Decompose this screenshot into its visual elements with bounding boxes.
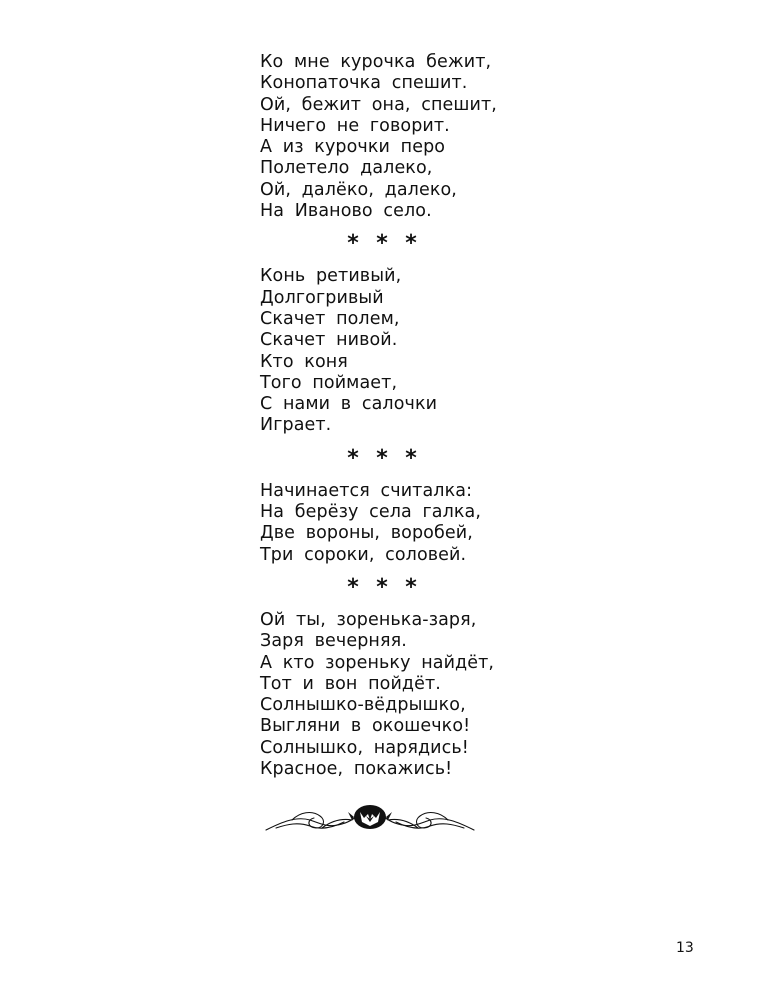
poem-line: Кто коня — [260, 351, 348, 372]
asterisk-glyph: * — [376, 574, 388, 600]
asterisk-glyph: * — [347, 445, 359, 471]
flourish-bat-ornament-icon — [262, 798, 478, 838]
poem-line: Ко мне курочка бежит, — [260, 52, 492, 72]
poem-line: Заря вечерняя. — [260, 631, 407, 652]
asterisk-glyph: * — [347, 231, 359, 257]
asterisk-glyph: * — [405, 231, 417, 257]
poem-line: А из курочки перо — [260, 137, 446, 158]
poem-kurochka — [260, 52, 590, 222]
poem-line: На Иваново село. — [260, 201, 432, 222]
poem-schitalka — [260, 481, 590, 566]
section-separator — [260, 566, 590, 610]
poem-zorenka — [260, 610, 590, 780]
poem-line: Ой, далёко, далеко, — [260, 179, 457, 200]
poem-line: На берёзу села галка, — [260, 502, 482, 523]
poem-line: Две вороны, воробей, — [260, 523, 473, 544]
poem-line: Скачет полем, — [260, 308, 400, 329]
asterisk-glyph: * — [347, 574, 359, 600]
poem-line: Три сороки, соловей. — [260, 544, 467, 565]
asterisk-glyph: * — [376, 445, 388, 471]
poem-line: С нами в салочки — [260, 394, 438, 415]
poem-line: А кто зореньку найдёт, — [260, 652, 495, 673]
page-number: 13 — [676, 940, 694, 956]
poem-line: Конь ретивый, — [260, 266, 402, 287]
poem-line: Того поймает, — [260, 372, 398, 393]
poem-line: Тот и вон пойдёт. — [260, 673, 441, 694]
asterisk-glyph: * — [405, 574, 417, 600]
poem-line: Красное, покажись! — [260, 759, 453, 780]
poem-line: Конопаточка спешит. — [260, 73, 468, 94]
poem-kon — [260, 266, 590, 436]
poem-line: Полетело далеко, — [260, 158, 433, 179]
asterisk-glyph: * — [405, 445, 417, 471]
poem-line: Ой, бежит она, спешит, — [260, 94, 497, 115]
poem-line: Выгляни в окошечко! — [260, 716, 471, 737]
poem-line: Играет. — [260, 415, 332, 436]
poem-line: Скачет нивой. — [260, 330, 398, 351]
section-separator — [260, 222, 590, 266]
poem-line: Солнышко-вёдрышко, — [260, 695, 466, 716]
asterisk-glyph: * — [376, 231, 388, 257]
section-separator — [260, 437, 590, 481]
poem-line: Солнышко, нарядись! — [260, 737, 469, 758]
poem-line: Ничего не говорит. — [260, 115, 450, 136]
poem-line: Долгогривый — [260, 287, 384, 308]
poem-line: Начинается считалка: — [260, 480, 473, 501]
poem-line: Ой ты, зоренька-заря, — [260, 609, 477, 630]
poem-column — [260, 52, 590, 780]
